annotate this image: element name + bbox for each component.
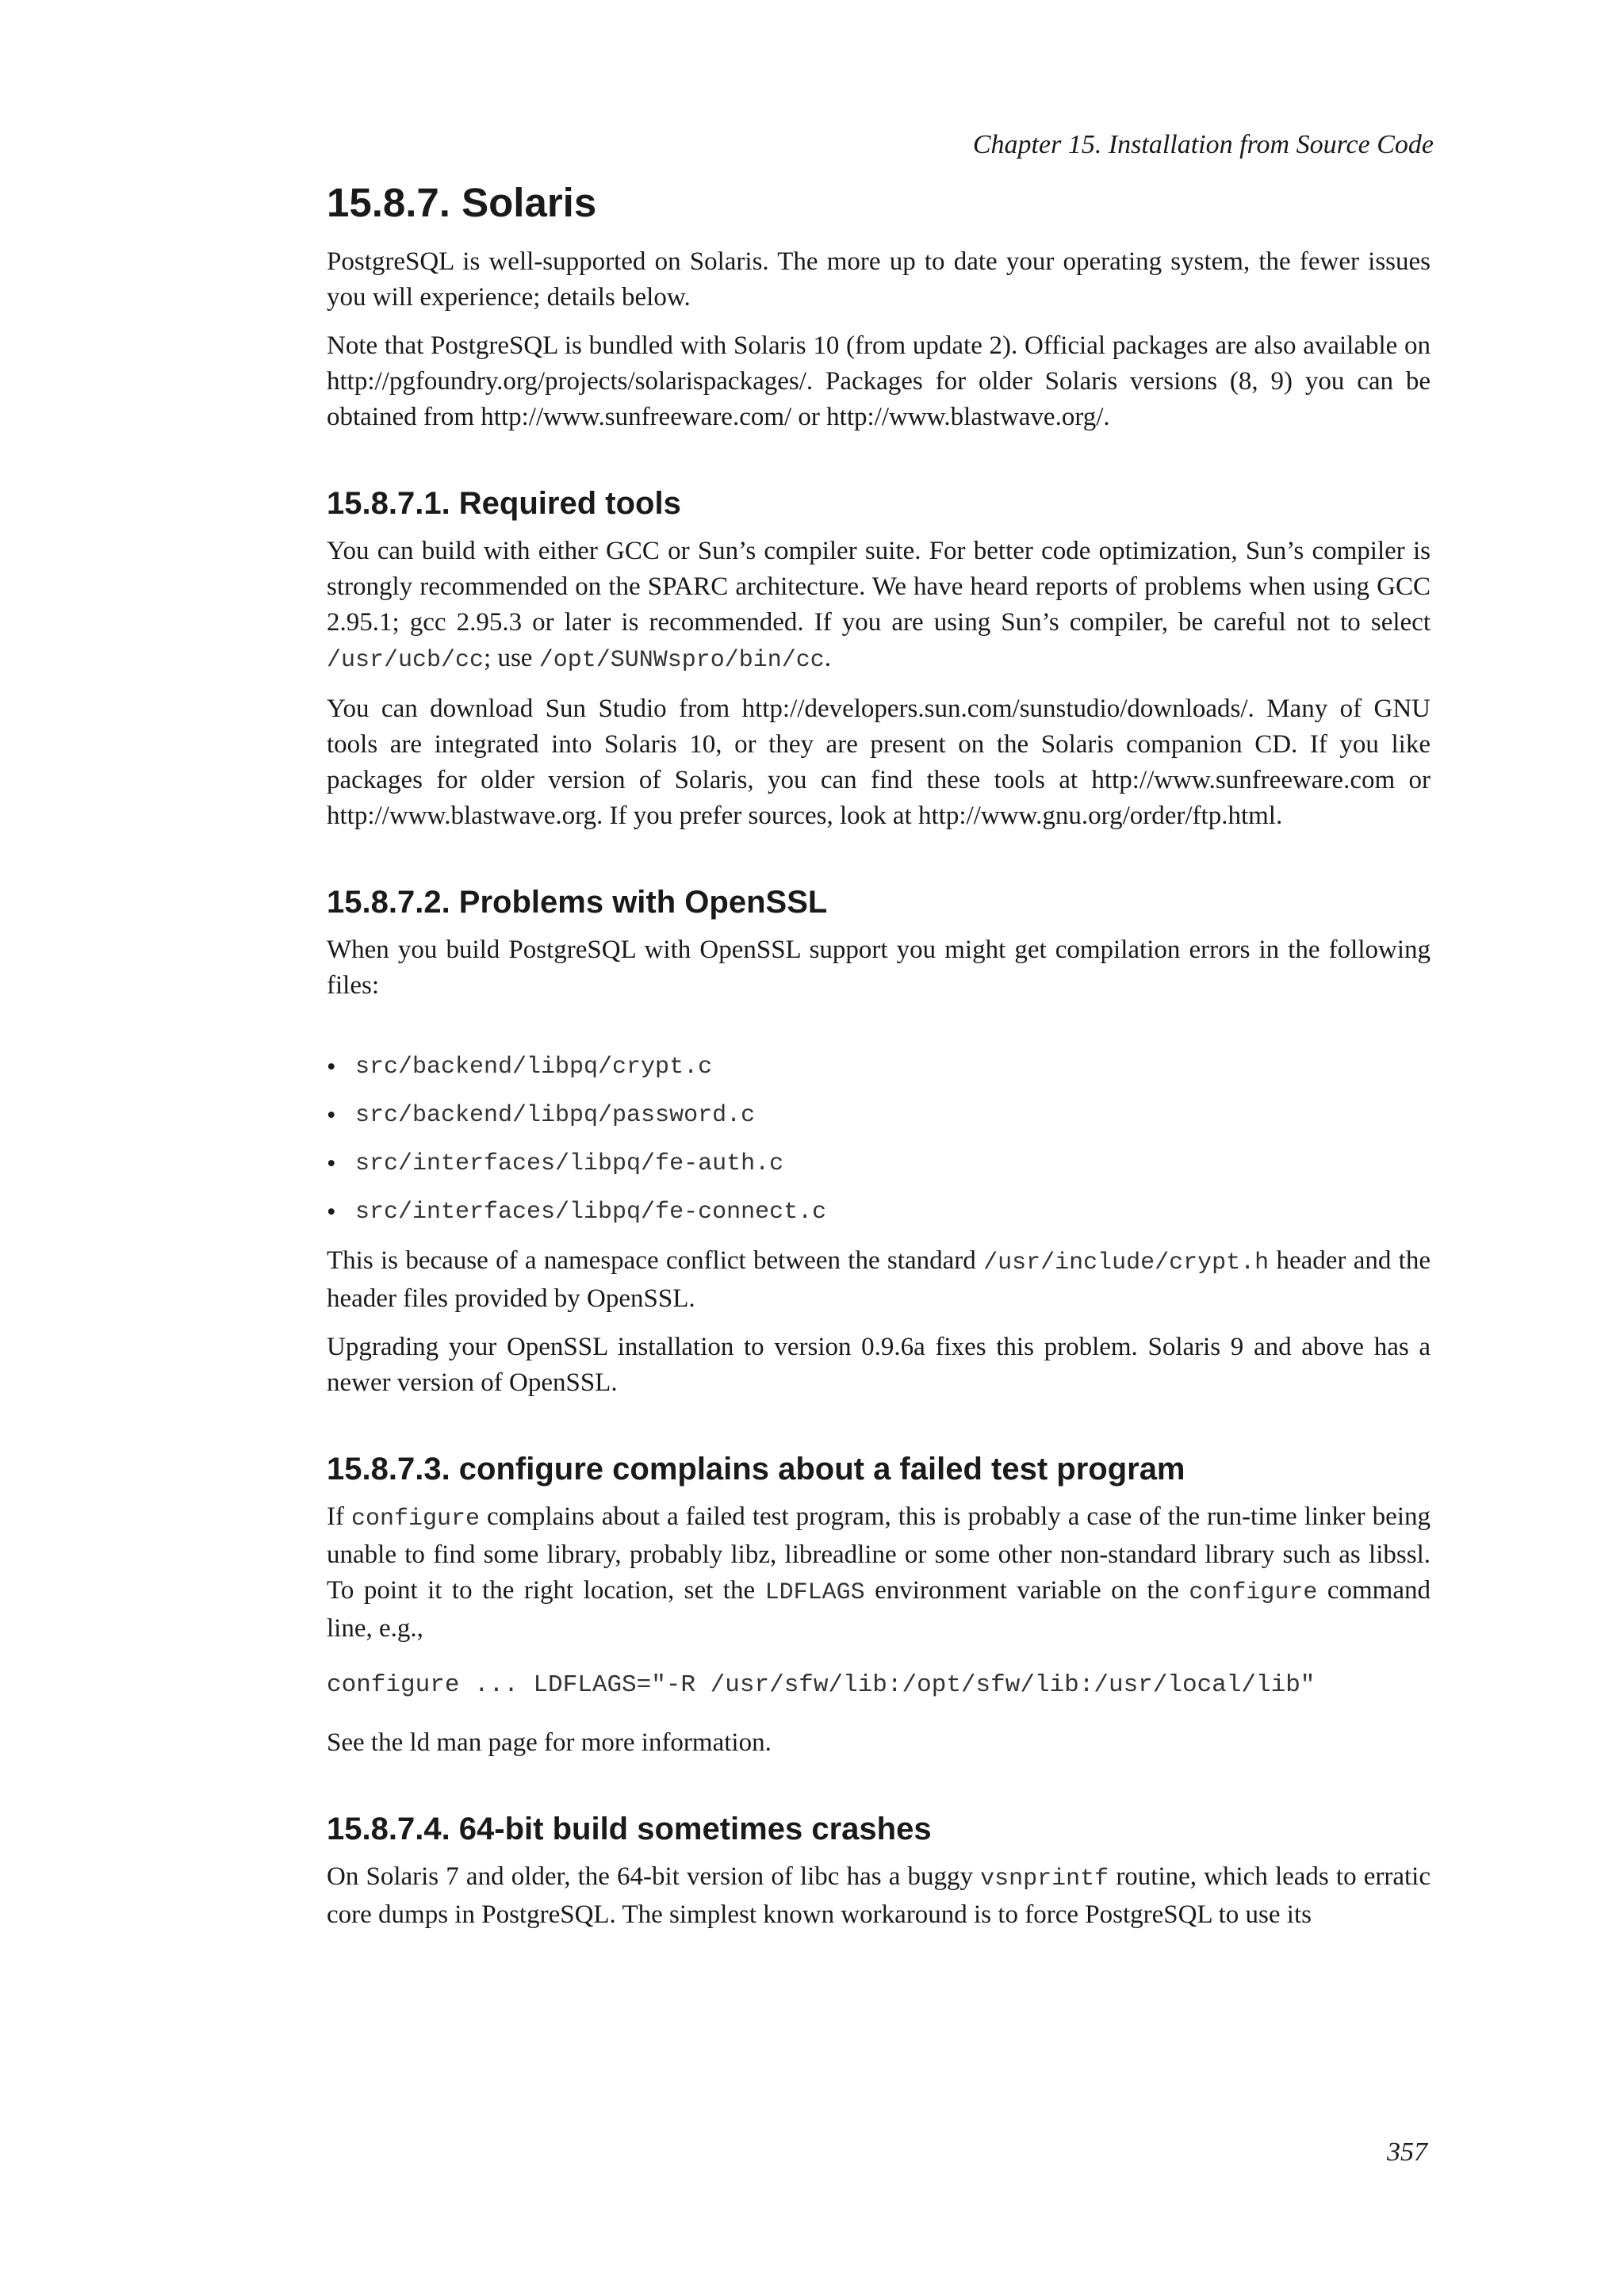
inline-code: /usr/ucb/cc — [327, 647, 485, 674]
list-item — [327, 1098, 1431, 1134]
page-content — [327, 179, 1431, 1946]
file-path: src/interfaces/libpq/fe-connect.c — [355, 1199, 827, 1226]
file-path: src/backend/libpq/crypt.c — [355, 1054, 713, 1081]
subsection-64bit — [327, 1808, 1431, 1933]
inline-code: /usr/include/crypt.h — [983, 1249, 1270, 1276]
subsection-required-tools — [327, 483, 1431, 834]
man-page-paragraph: See the ld man page for more information. — [327, 1728, 772, 1757]
bullet: • — [327, 1198, 336, 1226]
bullet: • — [327, 1101, 336, 1130]
section-intro-paragraph: PostgreSQL is well-supported on Solaris. The more up to date your operating system, the fewer issues you will experience; details below. — [327, 247, 1431, 312]
configure-paragraph: If configure complains about a failed test program, this is probably a case of the run-time linker being unable to find some library, probably libz, libreadline or some other non-standard library such as libssl. To point it to the right location, set the LDFLAGS environment variable on the configure command line, e.g., — [327, 1502, 1431, 1643]
crash-paragraph: On Solaris 7 and older, the 64-bit version of libc has a buggy vsnprintf routine, which leads to erratic core dumps in PostgreSQL. The simplest known workaround is to force PostgreSQL to use its — [327, 1862, 1431, 1929]
openssl-intro-paragraph: When you build PostgreSQL with OpenSSL support you might get compilation errors in the following files: — [327, 936, 1431, 1000]
file-path: src/backend/libpq/password.c — [355, 1102, 756, 1129]
bullet: • — [327, 1053, 336, 1081]
page-number: 357 — [1387, 2137, 1427, 2167]
subsection-title: 15.8.7.1. Required tools — [327, 486, 681, 521]
subsection-title: 15.8.7.3. configure complains about a failed test program — [327, 1452, 1185, 1487]
subsection-title: 15.8.7.2. Problems with OpenSSL — [327, 885, 828, 920]
inline-code: configure — [1189, 1579, 1318, 1606]
list-item — [327, 1146, 1431, 1182]
subsection-configure — [327, 1448, 1431, 1761]
download-paragraph: You can download Sun Studio from http://developers.sun.com/sunstudio/downloads/. Many of GNU tools are integrated into Solaris 10, or they are present on the Solaris companion CD. If you like packages for older version of Solaris, you can find these tools at http://www.sunfreeware.com or http://www.blastwave.org. If you prefer sources, look at http://www.gnu.org/order/ftp.html. — [327, 695, 1431, 830]
subsection-openssl — [327, 882, 1431, 1401]
upgrade-paragraph: Upgrading your OpenSSL installation to version 0.9.6a fixes this problem. Solaris 9 and above has a newer version of OpenSSL. — [327, 1333, 1431, 1397]
inline-code: vsnprintf — [980, 1866, 1109, 1892]
section-title: 15.8.7. Solaris — [327, 180, 597, 225]
file-list — [327, 1050, 1431, 1230]
namespace-conflict-paragraph: This is because of a namespace conflict between the standard /usr/include/crypt.h header and the header files provided by OpenSSL. — [327, 1246, 1431, 1313]
inline-code: configure — [351, 1506, 481, 1533]
inline-code: LDFLAGS — [764, 1579, 865, 1606]
inline-code: /opt/SUNWspro/bin/cc — [538, 647, 825, 674]
running-header: Chapter 15. Installation from Source Code — [972, 130, 1434, 159]
subsection-title: 15.8.7.4. 64-bit build sometimes crashes — [327, 1812, 932, 1846]
compiler-paragraph: You can build with either GCC or Sun’s compiler suite. For better code optimization, Sun’s compiler is strongly recommended on the SPARC architecture. We have heard reports of problems when using GCC 2.95.1; gcc 2.95.3 or later is recommended. If you are using Sun’s compiler, be careful not to select /usr/ucb/cc; use /opt/SUNWspro/bin/cc. — [327, 537, 1431, 674]
command-example: configure ... LDFLAGS="-R /usr/sfw/lib:/opt/sfw/lib:/usr/local/lib" — [327, 1671, 1316, 1699]
file-path: src/interfaces/libpq/fe-auth.c — [355, 1150, 784, 1177]
list-item — [327, 1050, 1431, 1085]
bullet: • — [327, 1150, 336, 1178]
section-packages-paragraph: Note that PostgreSQL is bundled with Solaris 10 (from update 2). Official packages are also available on http://pgfoundry.org/projects/solarispackages/. Packages for older Solaris versions (8, 9) you can be obtained from http://www.sunfreeware.com/ or http://www.blastwave.org/. — [327, 331, 1431, 431]
list-item — [327, 1195, 1431, 1230]
